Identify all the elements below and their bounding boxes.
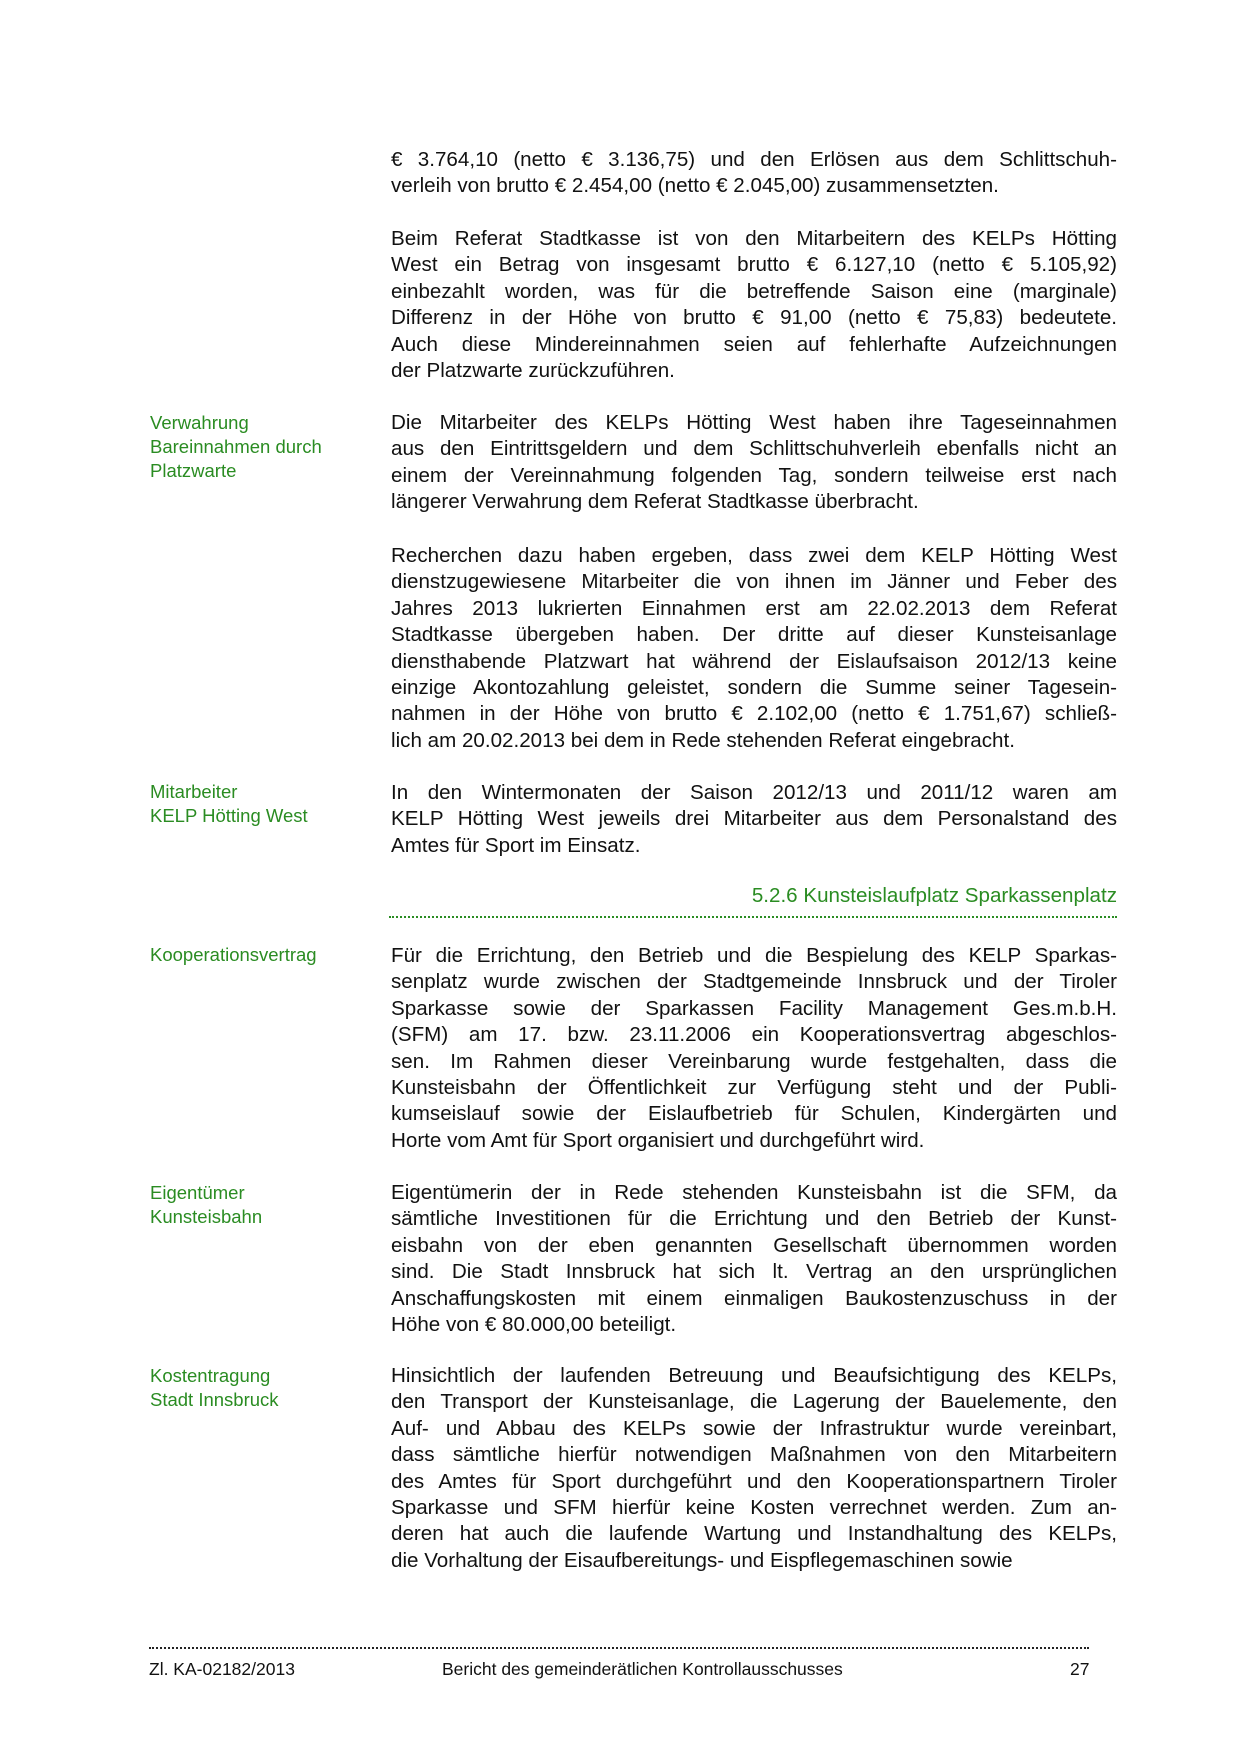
text-line: Anschaffungskosten mit einem einmaligen Baukostenzuschuss in der: [391, 1286, 1117, 1310]
paragraph-7: [391, 1180, 1117, 1338]
text-line: West ein Betrag von insgesamt brutto € 6.127,10 (netto € 5.105,92): [391, 253, 1117, 277]
text-line: Mitarbeiter: [150, 781, 238, 802]
paragraph-8: [391, 1363, 1117, 1574]
paragraph-2: [391, 226, 1117, 384]
paragraph-3: [391, 410, 1117, 516]
text-line: Höhe von € 80.000,00 beteiligt.: [391, 1313, 677, 1337]
text-line: KELP Hötting West: [150, 805, 308, 826]
text-line: aus den Eintrittsgeldern und dem Schlittschuhverleih ebenfalls nicht an: [391, 437, 1117, 461]
text-line: Sparkasse und SFM hierfür keine Kosten verrechnet werden. Zum an-: [391, 1496, 1117, 1520]
text-line: Bareinnahmen durch: [150, 436, 322, 457]
text-line: dienstzugewiesene Mitarbeiter die von ihnen im Jänner und Feber des: [391, 570, 1117, 594]
text-line: längerer Verwahrung dem Referat Stadtkasse überbracht.: [391, 490, 919, 514]
text-line: Platzwarte: [150, 460, 237, 481]
text-line: deren hat auch die laufende Wartung und Instandhaltung des KELPs,: [391, 1522, 1117, 1546]
text-line: sen. Im Rahmen dieser Vereinbarung wurde festgehalten, dass die: [391, 1049, 1117, 1073]
text-line: diensthabende Platzwart hat während der Eislaufsaison 2012/13 keine: [391, 649, 1117, 673]
text-line: Horte vom Amt für Sport organisiert und durchgeführt wird.: [391, 1128, 925, 1152]
paragraph-5: [391, 780, 1117, 859]
footer-divider: [149, 1647, 1089, 1649]
text-line: In den Wintermonaten der Saison 2012/13 und 2011/12 waren am: [391, 781, 1117, 804]
text-line: Verwahrung: [150, 412, 249, 433]
text-line: kumseislauf sowie der Eislaufbetrieb für Schulen, Kindergärten und: [391, 1102, 1117, 1126]
text-line: der Platzwarte zurückzuführen.: [391, 359, 675, 383]
margin-note-verwahrung: [150, 411, 380, 483]
text-line: lich am 20.02.2013 bei dem in Rede stehenden Referat eingebracht.: [391, 728, 1015, 752]
text-line: einem der Vereinnahmung folgenden Tag, sondern teilweise erst nach: [391, 463, 1117, 487]
text-line: € 3.764,10 (netto € 3.136,75) und den Erlösen aus dem Schlittschuh-: [391, 148, 1117, 171]
text-line: Eigentümerin der in Rede stehenden Kunsteisbahn ist die SFM, da: [391, 1181, 1117, 1204]
text-line: Für die Errichtung, den Betrieb und die Bespielung des KELP Sparkas-: [391, 944, 1117, 967]
footer-title: Bericht des gemeinderätlichen Kontrollausschusses: [442, 1659, 843, 1679]
text-line: Kunsteisbahn der Öffentlichkeit zur Verfügung steht und der Publi-: [391, 1076, 1117, 1100]
section-heading: 5.2.6 Kunsteislaufplatz Sparkassenplatz: [389, 884, 1117, 918]
text-line: verleih von brutto € 2.454,00 (netto € 2.045,00) zusammensetzten.: [391, 174, 999, 198]
text-line: Amtes für Sport im Einsatz.: [391, 833, 641, 857]
paragraph-1: [391, 147, 1117, 200]
margin-note-kooperationsvertrag: [150, 943, 380, 967]
text-line: Eigentümer: [150, 1182, 245, 1203]
text-line: dass sämtliche hierfür notwendigen Maßnahmen von den Mitarbeitern: [391, 1443, 1117, 1467]
footer-reference: Zl. KA-02182/2013: [149, 1659, 295, 1679]
text-line: Kostentragung: [150, 1365, 271, 1386]
text-line: Beim Referat Stadtkasse ist von den Mitarbeitern des KELPs Hötting: [391, 227, 1117, 250]
text-line: nahmen in der Höhe von brutto € 2.102,00 (netto € 1.751,67) schließ-: [391, 702, 1117, 726]
paragraph-6: [391, 943, 1117, 1154]
text-line: Auf- und Abbau des KELPs sowie der Infrastruktur wurde vereinbart,: [391, 1416, 1117, 1440]
page-number: 27: [1070, 1659, 1090, 1679]
text-line: Differenz in der Höhe von brutto € 91,00 (netto € 75,83) bedeutete.: [391, 306, 1117, 330]
text-line: Die Mitarbeiter des KELPs Hötting West haben ihre Tageseinnahmen: [391, 411, 1117, 434]
text-line: Stadtkasse übergeben haben. Der dritte auf dieser Kunsteisanlage: [391, 623, 1117, 647]
text-line: sämtliche Investitionen für die Errichtung und den Betrieb der Kunst-: [391, 1207, 1117, 1231]
text-line: des Amtes für Sport durchgeführt und den Kooperationspartnern Tiroler: [391, 1469, 1117, 1493]
text-line: Sparkasse sowie der Sparkassen Facility Management Ges.m.b.H.: [391, 996, 1117, 1020]
text-line: Jahres 2013 lukrierten Einnahmen erst am 22.02.2013 dem Referat: [391, 596, 1117, 620]
margin-note-mitarbeiter: [150, 780, 380, 828]
text-line: einzige Akontozahlung geleistet, sondern die Summe seiner Tagesein-: [391, 676, 1117, 700]
text-line: einbezahlt worden, was für die betreffende Saison eine (marginale): [391, 279, 1117, 303]
text-line: Recherchen dazu haben ergeben, dass zwei dem KELP Hötting West: [391, 544, 1117, 567]
text-line: eisbahn von der eben genannten Gesellschaft übernommen worden: [391, 1233, 1117, 1257]
text-line: Stadt Innsbruck: [150, 1389, 279, 1410]
text-line: senplatz wurde zwischen der Stadtgemeinde Innsbruck und der Tiroler: [391, 970, 1117, 994]
margin-note-kostentragung: [150, 1364, 380, 1412]
text-line: Hinsichtlich der laufenden Betreuung und Beaufsichtigung des KELPs,: [391, 1364, 1117, 1387]
text-line: Auch diese Mindereinnahmen seien auf fehlerhafte Aufzeichnungen: [391, 332, 1117, 356]
text-line: den Transport der Kunsteisanlage, die Lagerung der Bauelemente, den: [391, 1390, 1117, 1414]
text-line: KELP Hötting West jeweils drei Mitarbeiter aus dem Personalstand des: [391, 807, 1117, 831]
margin-note-eigentuemer: [150, 1181, 380, 1229]
text-line: (SFM) am 17. bzw. 23.11.2006 ein Kooperationsvertrag abgeschlos-: [391, 1023, 1117, 1047]
paragraph-4: [391, 543, 1117, 754]
text-line: Kunsteisbahn: [150, 1206, 263, 1227]
text-line: sind. Die Stadt Innsbruck hat sich lt. Vertrag an den ursprünglichen: [391, 1260, 1117, 1284]
text-line: Kooperationsvertrag: [150, 944, 317, 965]
text-line: die Vorhaltung der Eisaufbereitungs- und Eispflegemaschinen sowie: [391, 1548, 1013, 1572]
